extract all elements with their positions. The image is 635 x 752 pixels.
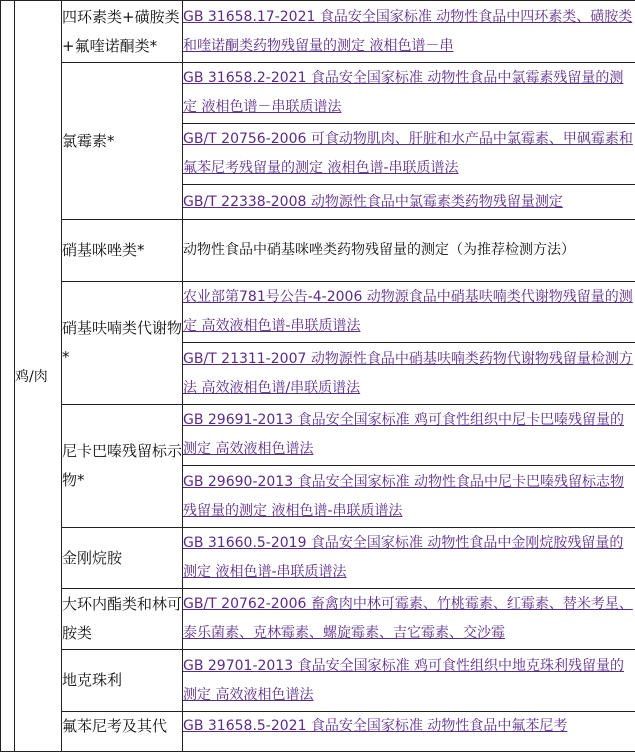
table-row [1, 220, 635, 282]
standard-link[interactable]: GB 29690-2013 食品安全国家标准 动物性食品中尼卡巴嗪残留标志物残留量的测定 液相色谱-串联质谱法 [183, 474, 624, 519]
compound-name: 硝基咪唑类* [62, 236, 182, 265]
standard-link[interactable]: GB 31658.5-2021 食品安全国家标准 动物性食品中氟苯尼考 [183, 718, 567, 734]
standard-link[interactable]: GB 29691-2013 食品安全国家标准 鸡可食性组织中尼卡巴嗪残留量的测定 高效液相色谱法 [183, 412, 624, 457]
compound-name: 大环内酯类和林可胺类 [62, 590, 182, 648]
standard-cell [183, 220, 635, 282]
compound-name: 尼卡巴嗪残留标示物* [62, 437, 182, 495]
compound-cell [62, 405, 183, 528]
table-row [1, 282, 635, 343]
standard-cell [183, 124, 635, 185]
table-row [1, 1, 635, 63]
left-margin-cell [1, 1, 15, 752]
standard-cell [183, 650, 635, 712]
standard-link[interactable]: GB 31658.17-2021 食品安全国家标准 动物性食品中四环素类、磺胺类和喹诺酮类药物残留量的测定 液相色谱－串 [183, 9, 632, 54]
standard-cell [183, 712, 635, 752]
compound-name: 金刚烷胺 [62, 544, 182, 573]
compound-cell [62, 528, 183, 589]
standard-link[interactable]: GB 29701-2013 食品安全国家标准 鸡可食性组织中地克珠利残留量的测定 高效液相色谱法 [183, 658, 624, 703]
standard-cell [183, 282, 635, 343]
table-row [1, 528, 635, 589]
compound-cell [62, 282, 183, 405]
standard-link[interactable]: 农业部第781号公告-4-2006 动物源食品中硝基呋喃类代谢物残留量的测定 高效液相色谱-串联质谱法 [183, 289, 633, 334]
standard-link[interactable]: GB/T 20762-2006 畜禽肉中林可霉素、竹桃霉素、红霉素、替米考星、泰乐菌素、克林霉素、螺旋霉素、吉它霉素、交沙霉 [183, 596, 633, 641]
standard-text: 动物性食品中硝基咪唑类药物残留量的测定（为推荐检测方法） [183, 242, 575, 258]
compound-cell [62, 63, 183, 220]
standard-cell [183, 405, 635, 466]
compound-name: 氟苯尼考及其代 [62, 712, 182, 741]
compound-cell [62, 712, 183, 752]
standard-link[interactable]: GB 31658.2-2021 食品安全国家标准 动物性食品中氯霉素残留量的测定 液相色谱－串联质谱法 [183, 70, 623, 115]
compound-cell [62, 650, 183, 712]
compound-cell [62, 1, 183, 63]
table-row [1, 589, 635, 650]
standard-link[interactable]: GB/T 20756-2006 可食动物肌肉、肝脏和水产品中氯霉素、甲砜霉素和氟苯尼考残留量的测定 液相色谱-串联质谱法 [183, 131, 633, 176]
compound-cell [62, 589, 183, 650]
compound-name: 地克珠利 [62, 666, 182, 695]
standard-cell [183, 589, 635, 650]
standard-link[interactable]: GB 31660.5-2019 食品安全国家标准 动物性食品中金刚烷胺残留量的测定 液相色谱-串联质谱法 [183, 535, 623, 580]
table-row [1, 712, 635, 752]
standard-link[interactable]: GB/T 22338-2008 动物源性食品中氯霉素类药物残留量测定 [183, 194, 563, 210]
compound-name: 硝基呋喃类代谢物* [62, 314, 182, 372]
group-label-cell [15, 1, 62, 752]
table-row [1, 405, 635, 466]
table-row [1, 63, 635, 124]
compound-name: 氯霉素* [62, 127, 182, 156]
standard-cell [183, 343, 635, 405]
standard-cell [183, 1, 635, 63]
standard-link[interactable]: GB/T 21311-2007 动物源性食品中硝基呋喃类药物代谢物残留量检测方法 高效液相色谱/串联质谱法 [183, 351, 633, 396]
standard-cell [183, 63, 635, 124]
standard-cell [183, 528, 635, 589]
standard-cell [183, 185, 635, 220]
compound-name: 四环素类+磺胺类+氟喹诺酮类* [62, 3, 182, 61]
table-row [1, 650, 635, 712]
standard-cell [183, 466, 635, 528]
compound-cell [62, 220, 183, 282]
group-label: 鸡/肉 [15, 369, 48, 385]
